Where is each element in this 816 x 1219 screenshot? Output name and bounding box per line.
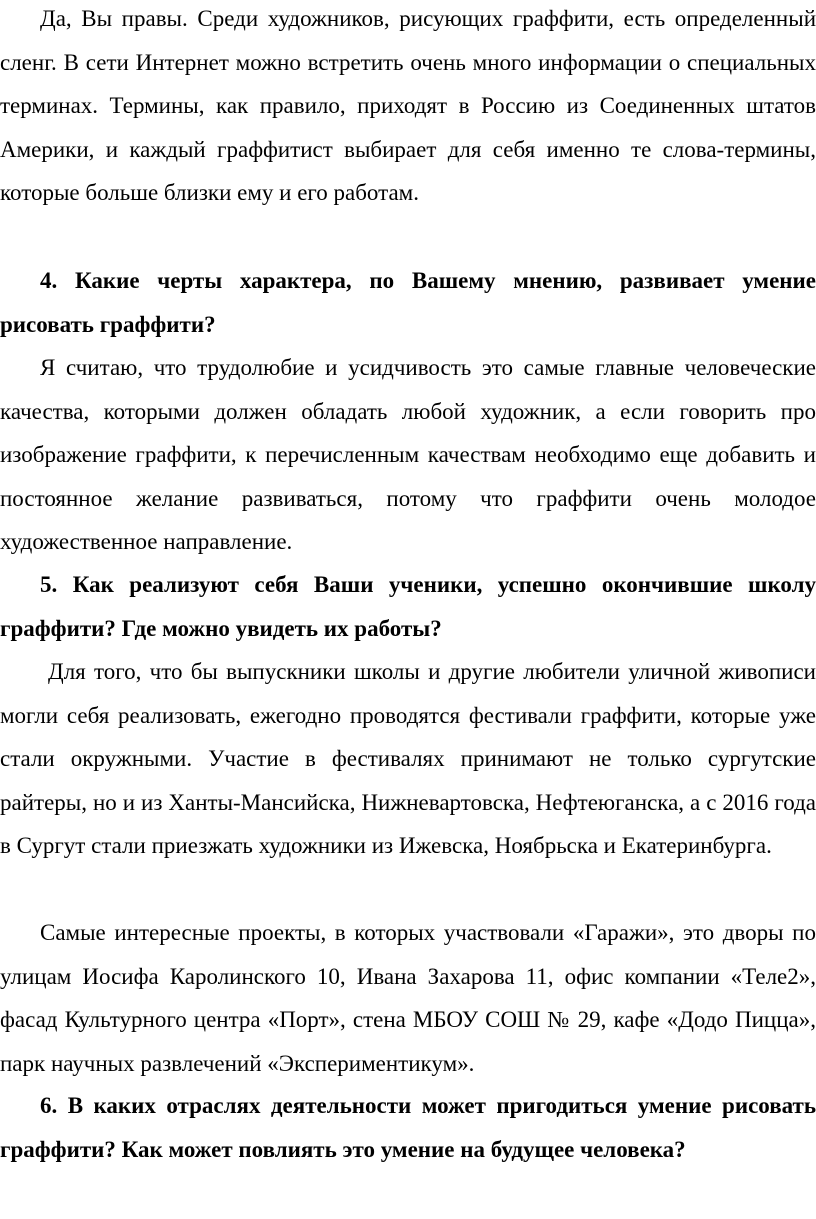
question-4: 4. Какие черты характера, по Вашему мнению, развивает умение рисовать граффити? <box>0 268 816 337</box>
paragraph-festivals: Для того, что бы выпускники школы и другие любители уличной живописи могли себя реализовать, ежегодно проводятся фестивали граффити, которые уже стали окружными. Участие в фестивалях принимают не только сургутские райтеры, но и из Ханты-Мансийска, Нижневартовска, Нефтеюганска, а с 2016 года в Сургут стали приезжать художники из Ижевска, Ноябрьска и Екатеринбурга. <box>0 659 816 859</box>
question-6: 6. В каких отраслях деятельности может пригодиться умение рисовать граффити? Как может повлиять это умение на будущее человека? <box>0 1093 816 1162</box>
paragraph-slang: Да, Вы правы. Среди художников, рисующих граффити, есть определенный сленг. В сети Интернет можно встретить очень много информации о специальных терминах. Термины, как правило, приходят в Россию из Соединенных штатов Америки, и каждый граффитист выбирает для себя именно те слова-термины, которые больше близки ему и его работам. <box>0 6 816 206</box>
paragraph-projects: Самые интересные проекты, в которых участвовали «Гаражи», это дворы по улицам Иосифа Каролинского 10, Ивана Захарова 11, офис компании «Теле2», фасад Культурного центра «Порт», стена МБОУ СОШ № 29, кафе «Додо Пицца», парк научных развлечений «Экспериментикум». <box>0 920 816 1076</box>
question-5: 5. Как реализуют себя Ваши ученики, успешно окончившие школу граффити? Где можно увидеть их работы? <box>0 572 816 641</box>
paragraph-character-traits: Я считаю, что трудолюбие и усидчивость это самые главные человеческие качества, которыми должен обладать любой художник, а если говорить про изображение граффити, к перечисленным качествам необходимо еще добавить и постоянное желание развиваться, потому что граффити очень молодое художественное направление. <box>0 355 816 555</box>
